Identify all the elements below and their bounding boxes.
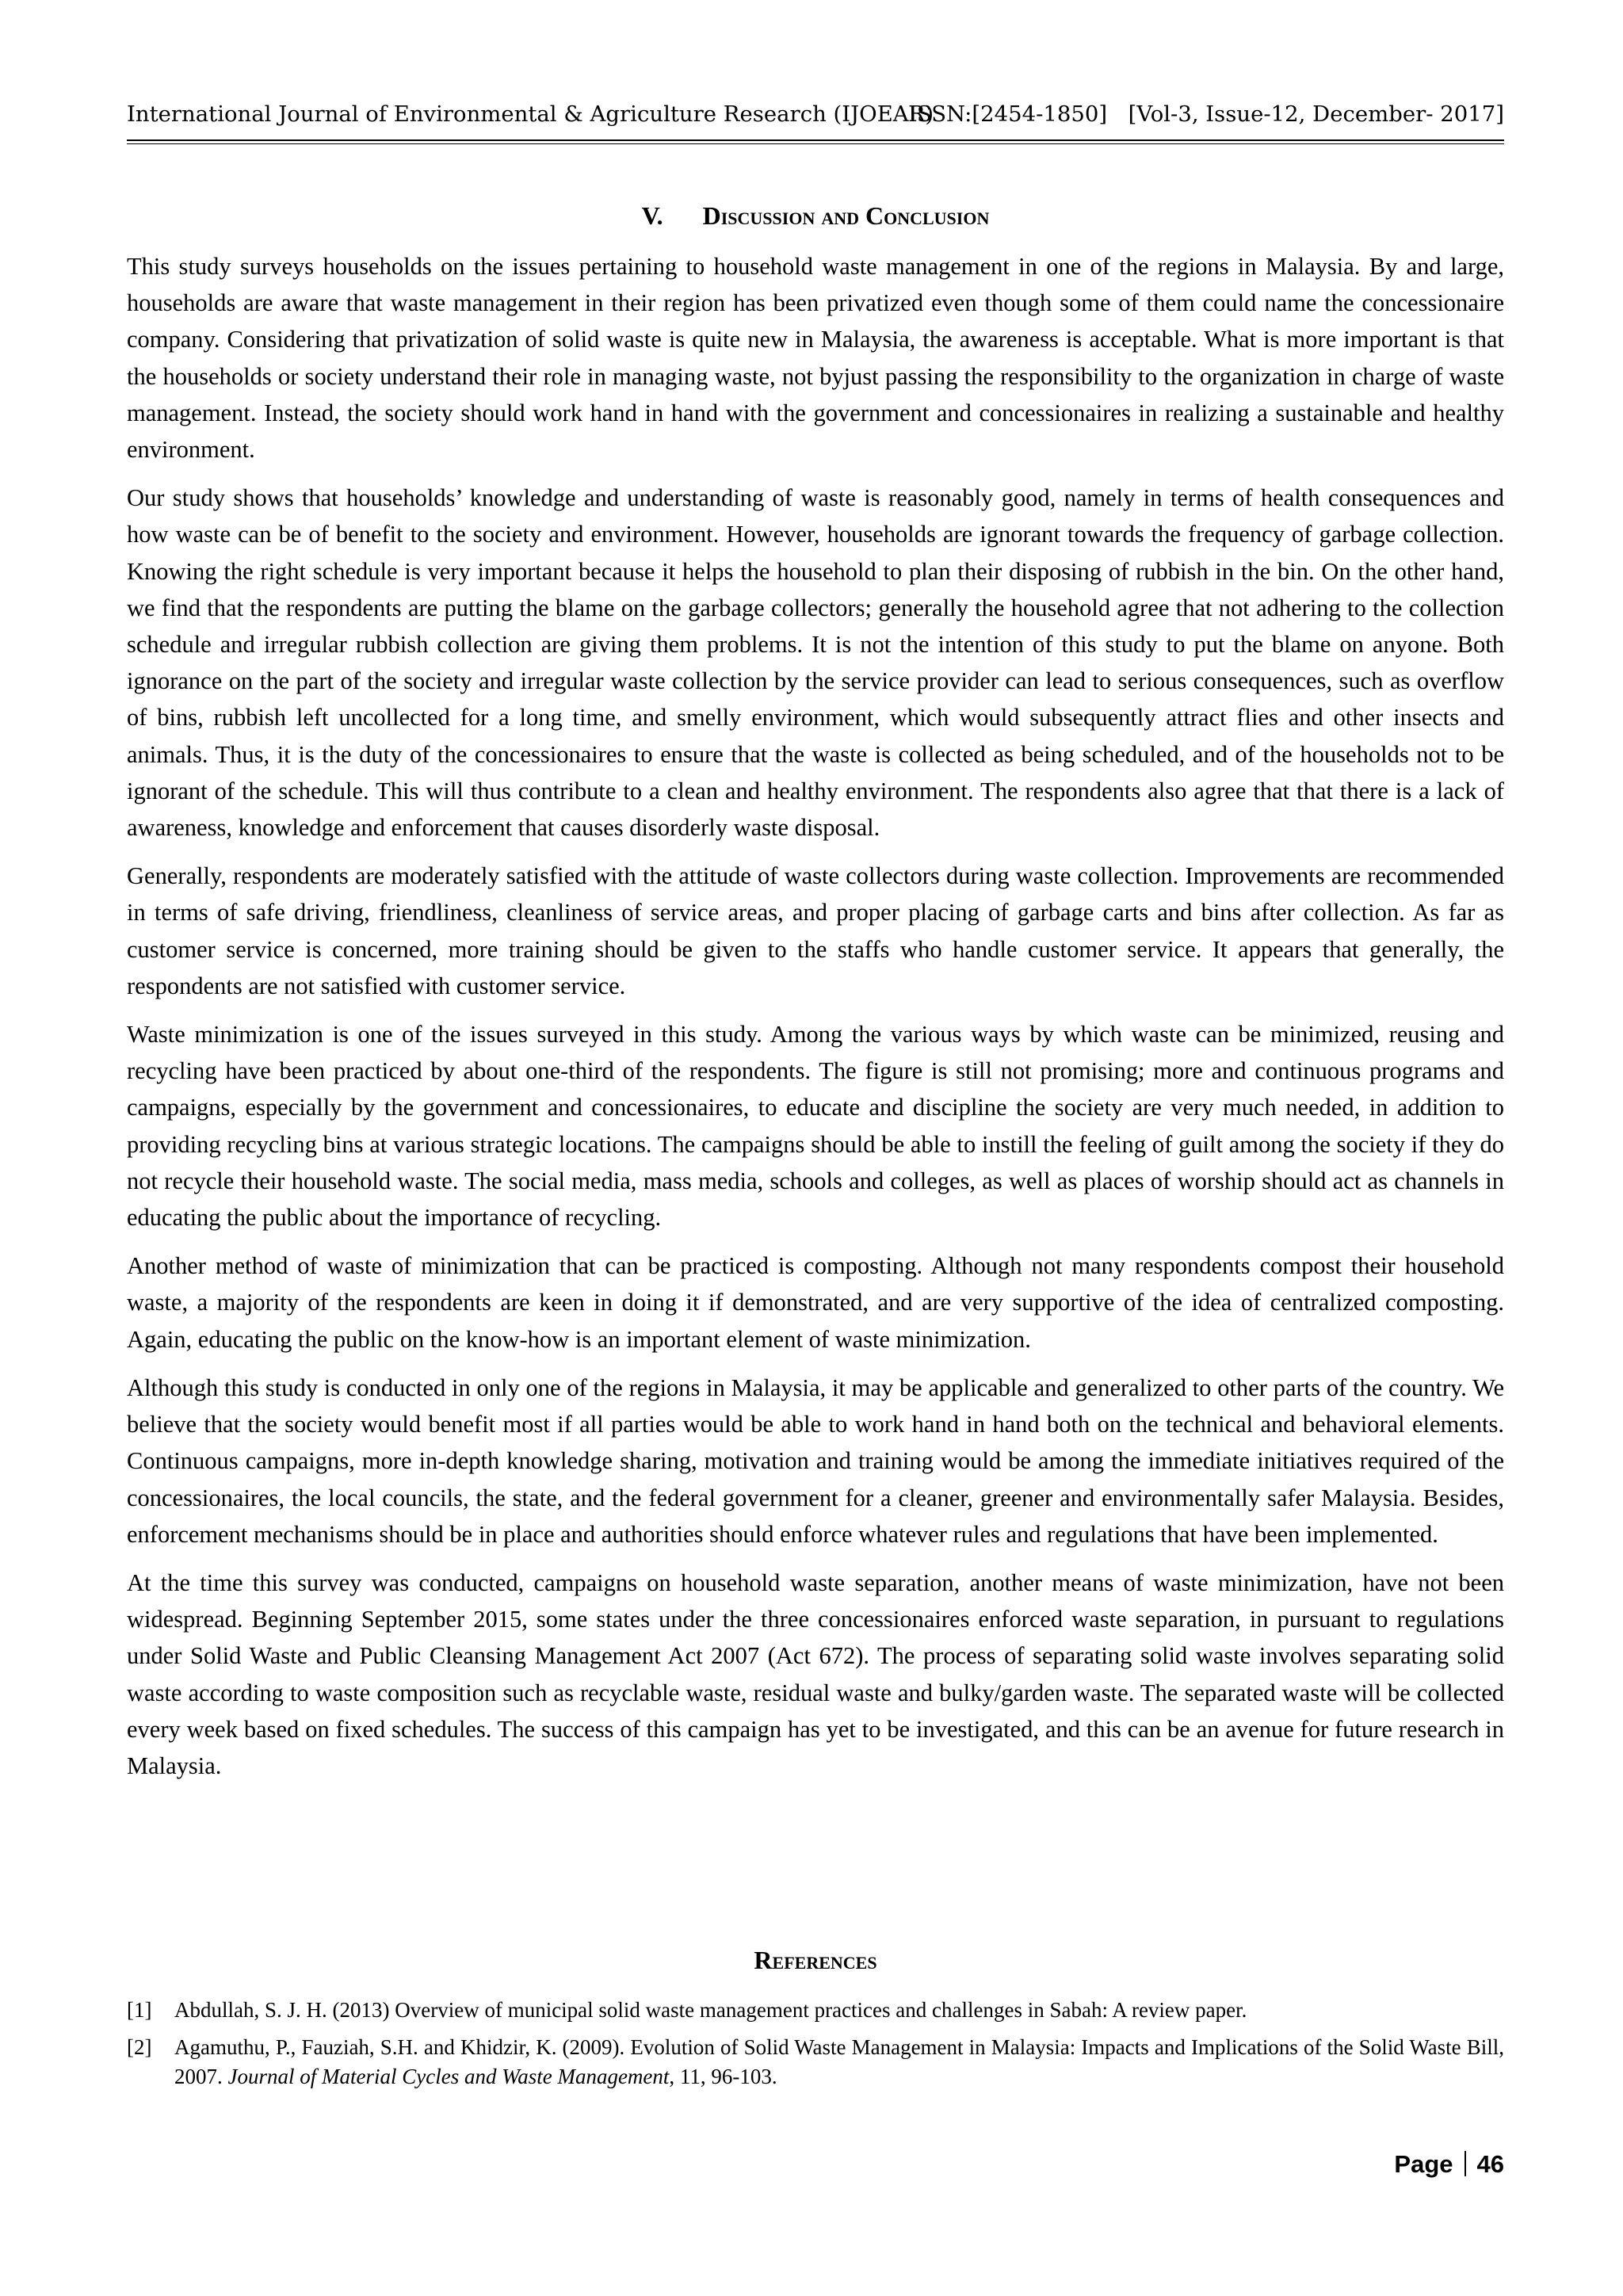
section-body xyxy=(127,248,1504,1796)
reference-number: [2] xyxy=(127,2035,152,2059)
page-label: Page xyxy=(1394,2150,1453,2178)
running-header xyxy=(127,94,1504,141)
issn-label: ISSN:[2454-1850] xyxy=(908,101,1108,127)
reference-text: Agamuthu, P., Fauziah, S.H. and Khidzir, K. (2009). Evolution of Solid Waste Management in Malaysia: Impacts and Implications of the Solid Waste Bill, 2007. xyxy=(174,2035,1504,2088)
page-separator xyxy=(1465,2151,1466,2176)
paragraph: Waste minimization is one of the issues surveyed in this study. Among the various ways by which waste can be minimized, reusing and recycling have been practiced by about one-third of the respondents. The figure is still not promising; more and continuous programs and campaigns, especially by the government and concessionaires, to educate and discipline the society are very much needed, in addition to providing recycling bins at various strategic locations. The campaigns should be able to instill the feeling of guilt among the society if they do not recycle their household waste. The social media, mass media, schools and colleges, as well as places of worship should act as channels in educating the public about the importance of recycling. xyxy=(127,1021,1504,1232)
paragraph: Our study shows that households’ knowledge and understanding of waste is reasonably good, namely in terms of health consequences and how waste can be of benefit to the society and environment. However, households are ignorant towards the frequency of garbage collection. Knowing the right schedule is very important because it helps the household to plan their disposing of rubbish in the bin. On the other hand, we find that the respondents are putting the blame on the garbage collectors; generally the household agree that not adhering to the collection schedule and irregular rubbish collection are giving them problems. It is not the intention of this study to put the blame on anyone. Both ignorance on the part of the society and irregular waste collection by the service provider can lead to serious consequences, such as overflow of bins, rubbish left uncollected for a long time, and smelly environment, which would subsequently attract flies and other insects and animals. Thus, it is the duty of the concessionaires to ensure that the waste is collected as being scheduled, and of the households not to be ignorant of the schedule. This will thus contribute to a clean and healthy environment. The respondents also agree that that there is a lack of awareness, knowledge and enforcement that causes disorderly waste disposal. xyxy=(127,484,1504,842)
section-title: Discussion and Conclusion xyxy=(702,201,990,230)
paragraph: Although this study is conducted in only one of the regions in Malaysia, it may be applicable and generalized to other parts of the country. We believe that the society would benefit most if all parties would be able to work hand in hand both on the technical and behavioral elements. Continuous campaigns, more in-depth knowledge sharing, motivation and training would be among the immediate initiatives required of the concessionaires, the local councils, the state, and the federal government for a cleaner, greener and environmentally safer Malaysia. Besides, enforcement mechanisms should be in place and authorities should enforce whatever rules and regulations that have been implemented. xyxy=(127,1373,1504,1548)
reference-text: Abdullah, S. J. H. (2013) Overview of municipal solid waste management practices and challenges in Sabah: A review paper. xyxy=(174,1998,1247,2022)
header-divider xyxy=(127,139,1504,144)
journal-name: International Journal of Environmental & Agriculture Research (IJOEAR) xyxy=(127,101,934,127)
references-heading: References xyxy=(754,1946,877,1974)
paragraph: Generally, respondents are moderately satisfied with the attitude of waste collectors during waste collection. Improvements are recommended in terms of safe driving, friendliness, cleanliness of service areas, and proper placing of garbage carts and bins after collection. As far as customer service is concerned, more training should be given to the staffs who handle customer service. It appears that generally, the respondents are not satisfied with customer service. xyxy=(127,862,1504,999)
paragraph: At the time this survey was conducted, campaigns on household waste separation, another means of waste minimization, have not been widespread. Beginning September 2015, some states under the three concessionaires enforced waste separation, in pursuant to regulations under Solid Waste and Public Cleansing Management Act 2007 (Act 672). The process of separating solid waste involves separating solid waste according to waste composition such as recyclable waste, residual waste and bulky/garden waste. The separated waste will be collected every week based on fixed schedules. The success of this campaign has yet to be investigated, and this can be an avenue for future research in Malaysia. xyxy=(127,1568,1504,1779)
section-heading xyxy=(127,197,1504,235)
reference-item xyxy=(127,2033,1504,2092)
reference-tail: , 11, 96-103. xyxy=(669,2065,777,2088)
page-number: 46 xyxy=(1476,2150,1504,2178)
page-number-footer xyxy=(1394,2150,1504,2179)
reference-item xyxy=(127,1996,1504,2025)
reference-journal: Journal of Material Cycles and Waste Management xyxy=(227,2065,670,2088)
references-list xyxy=(127,1996,1504,2099)
section-number: V. xyxy=(641,201,663,230)
volume-label: [Vol-3, Issue-12, December- 2017] xyxy=(1128,101,1504,127)
paragraph: This study surveys households on the issues pertaining to household waste management in one of the regions in Malaysia. By and large, households are aware that waste management in their region has been privatized even though some of them could name the concessionaire company. Considering that privatization of solid waste is quite new in Malaysia, the awareness is acceptable. What is more important is that the households or society understand their role in managing waste, not byjust passing the responsibility to the organization in charge of waste management. Instead, the society should work hand in hand with the government and concessionaires in realizing a sustainable and healthy environment. xyxy=(127,253,1504,464)
paragraph: Another method of waste of minimization that can be practiced is composting. Although not many respondents compost their household waste, a majority of the respondents are keen in doing it if demonstrated, and are very supportive of the idea of centralized composting. Again, educating the public on the know-how is an important element of waste minimization. xyxy=(127,1252,1504,1353)
reference-number: [1] xyxy=(127,1998,152,2022)
